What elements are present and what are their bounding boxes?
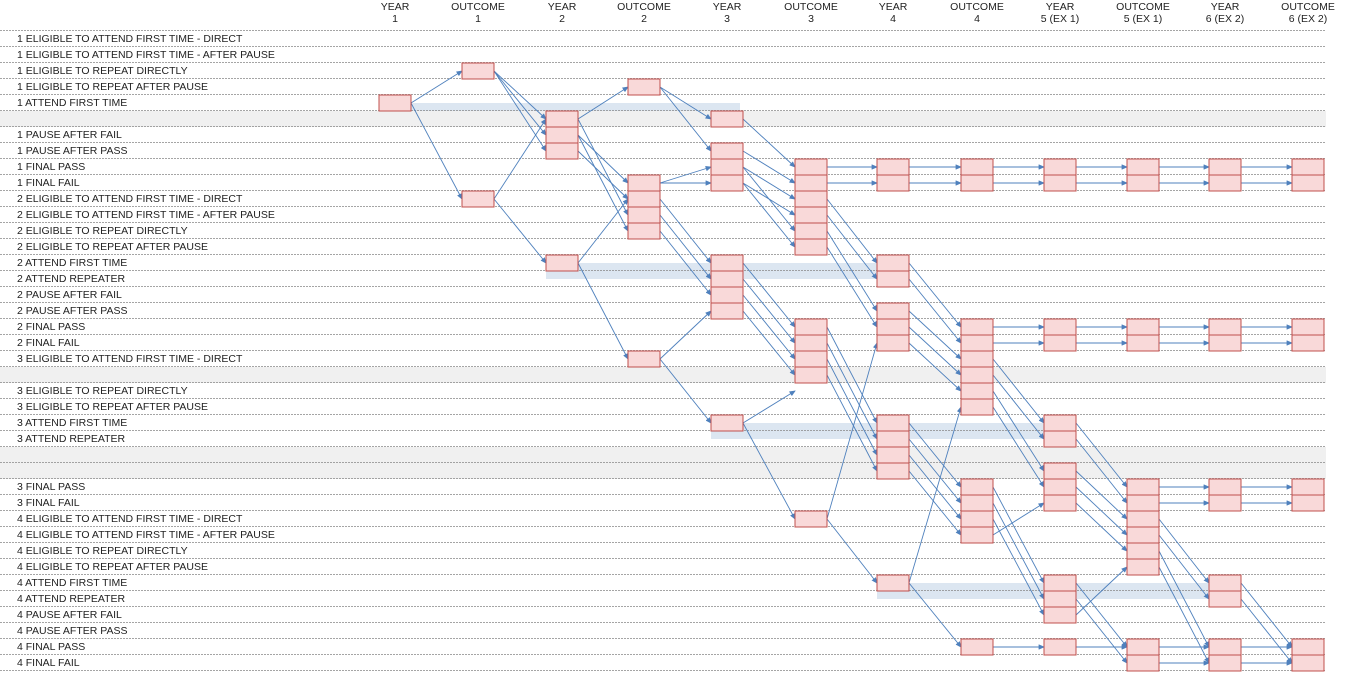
flow-state-box bbox=[628, 207, 660, 223]
flow-arrow bbox=[578, 135, 628, 231]
flow-arrow bbox=[1241, 583, 1292, 647]
row-label: 4 ELIGIBLE TO ATTEND FIRST TIME - DIRECT bbox=[17, 513, 243, 525]
row-label: 3 FINAL FAIL bbox=[17, 497, 80, 509]
row-label: 1 ELIGIBLE TO REPEAT AFTER PAUSE bbox=[17, 81, 209, 93]
flow-state-box bbox=[961, 383, 993, 399]
flow-state-box bbox=[877, 431, 909, 447]
flow-state-box bbox=[1127, 527, 1159, 543]
flow-state-box bbox=[877, 303, 909, 319]
flow-arrow bbox=[494, 199, 546, 263]
flow-state-box bbox=[1127, 479, 1159, 495]
flow-state-box bbox=[961, 367, 993, 383]
flow-state-box bbox=[795, 319, 827, 335]
flow-arrow bbox=[660, 199, 711, 263]
column-header-index: 4 bbox=[974, 13, 980, 25]
flow-state-box bbox=[795, 335, 827, 351]
row-label: 3 ELIGIBLE TO ATTEND FIRST TIME - DIRECT bbox=[17, 353, 243, 365]
flow-state-box bbox=[1044, 335, 1076, 351]
flow-state-box bbox=[1292, 479, 1324, 495]
flow-state-box bbox=[1044, 607, 1076, 623]
column-header-title: OUTCOME bbox=[617, 1, 671, 13]
flow-state-box bbox=[961, 351, 993, 367]
column-header-title: OUTCOME bbox=[1116, 1, 1170, 13]
flow-arrow bbox=[578, 199, 628, 263]
row-shade bbox=[0, 463, 1326, 479]
flow-state-box bbox=[1127, 655, 1159, 671]
flow-state-box bbox=[877, 319, 909, 335]
flow-state-box bbox=[961, 159, 993, 175]
flow-arrow bbox=[743, 391, 795, 423]
row-label: 2 ELIGIBLE TO REPEAT DIRECTLY bbox=[17, 225, 188, 237]
row-label: 2 PAUSE AFTER PASS bbox=[17, 305, 128, 317]
flow-state-box bbox=[1209, 655, 1241, 671]
row-label: 2 PAUSE AFTER FAIL bbox=[17, 289, 122, 301]
flow-state-box bbox=[795, 351, 827, 367]
column-header-index: 6 (EX 2) bbox=[1205, 13, 1245, 25]
flow-state-box bbox=[1044, 639, 1076, 655]
flow-state-box bbox=[961, 175, 993, 191]
flow-state-box bbox=[1044, 479, 1076, 495]
flow-state-box bbox=[1044, 495, 1076, 511]
flow-arrow bbox=[743, 167, 795, 199]
row-label: 1 ELIGIBLE TO ATTEND FIRST TIME - AFTER PAUSE bbox=[17, 49, 275, 61]
flow-state-box bbox=[711, 143, 743, 159]
flow-arrow bbox=[1241, 599, 1292, 663]
flow-state-box bbox=[628, 223, 660, 239]
flow-state-box bbox=[1044, 159, 1076, 175]
flow-state-box bbox=[462, 191, 494, 207]
row-label: 1 ELIGIBLE TO REPEAT DIRECTLY bbox=[17, 65, 188, 77]
flow-state-box bbox=[877, 271, 909, 287]
flow-state-box bbox=[1209, 335, 1241, 351]
flow-arrow bbox=[1159, 567, 1209, 663]
flow-arrow bbox=[909, 263, 961, 327]
flow-state-box bbox=[1209, 159, 1241, 175]
flow-state-box bbox=[1292, 655, 1324, 671]
row-label: 3 FINAL PASS bbox=[17, 481, 86, 493]
flow-state-box bbox=[628, 351, 660, 367]
flow-state-box bbox=[1127, 159, 1159, 175]
row-label: 2 ATTEND FIRST TIME bbox=[17, 257, 128, 269]
column-header-title: YEAR bbox=[380, 1, 410, 13]
flow-state-box bbox=[711, 415, 743, 431]
row-label: 1 ELIGIBLE TO ATTEND FIRST TIME - DIRECT bbox=[17, 33, 243, 45]
flow-state-box bbox=[795, 159, 827, 175]
flow-state-box bbox=[1044, 463, 1076, 479]
flow-state-box bbox=[795, 367, 827, 383]
flow-state-box bbox=[877, 175, 909, 191]
flow-state-box bbox=[961, 639, 993, 655]
row-label: 2 FINAL PASS bbox=[17, 321, 86, 333]
flow-state-box bbox=[1209, 319, 1241, 335]
row-label: 3 ATTEND REPEATER bbox=[17, 433, 126, 445]
flow-state-box bbox=[795, 239, 827, 255]
row-label: 4 FINAL FAIL bbox=[17, 657, 80, 669]
column-header-title: OUTCOME bbox=[451, 1, 505, 13]
flow-arrow bbox=[743, 151, 795, 183]
column-header-title: YEAR bbox=[1210, 1, 1240, 13]
column-header-title: YEAR bbox=[712, 1, 742, 13]
flow-state-box bbox=[628, 79, 660, 95]
row-label: 3 ATTEND FIRST TIME bbox=[17, 417, 128, 429]
flow-state-box bbox=[628, 191, 660, 207]
flow-state-box bbox=[877, 447, 909, 463]
flow-state-box bbox=[1044, 575, 1076, 591]
flow-state-box bbox=[1292, 175, 1324, 191]
column-header-index: 3 bbox=[724, 13, 730, 25]
row-shade bbox=[0, 367, 1326, 383]
flow-arrow bbox=[993, 503, 1044, 535]
flow-state-box bbox=[1044, 591, 1076, 607]
flow-state-box bbox=[1292, 319, 1324, 335]
flow-arrow bbox=[743, 311, 795, 375]
flow-state-box bbox=[1127, 511, 1159, 527]
flow-state-box bbox=[961, 319, 993, 335]
row-label: 2 ELIGIBLE TO ATTEND FIRST TIME - DIRECT bbox=[17, 193, 243, 205]
flow-state-box bbox=[1044, 319, 1076, 335]
flow-state-box bbox=[711, 255, 743, 271]
flow-state-box bbox=[1209, 575, 1241, 591]
flow-state-box bbox=[1044, 431, 1076, 447]
flow-state-box bbox=[1044, 415, 1076, 431]
column-header-index: 3 bbox=[808, 13, 814, 25]
flow-state-box bbox=[877, 255, 909, 271]
flow-state-box bbox=[1127, 335, 1159, 351]
flow-arrow bbox=[743, 279, 795, 343]
row-label: 4 ATTEND FIRST TIME bbox=[17, 577, 128, 589]
flow-state-box bbox=[961, 495, 993, 511]
flow-state-box bbox=[711, 287, 743, 303]
flow-state-box bbox=[628, 175, 660, 191]
flow-state-box bbox=[961, 479, 993, 495]
flow-arrow bbox=[494, 119, 546, 199]
column-header-title: YEAR bbox=[1045, 1, 1075, 13]
flow-state-box bbox=[877, 415, 909, 431]
row-label: 1 FINAL PASS bbox=[17, 161, 86, 173]
flow-state-box bbox=[711, 111, 743, 127]
flow-state-box bbox=[877, 575, 909, 591]
flow-state-box bbox=[711, 159, 743, 175]
flow-arrow bbox=[743, 167, 795, 231]
row-label: 2 ELIGIBLE TO REPEAT AFTER PAUSE bbox=[17, 241, 209, 253]
column-header-title: OUTCOME bbox=[950, 1, 1004, 13]
row-label: 3 ELIGIBLE TO REPEAT DIRECTLY bbox=[17, 385, 188, 397]
flow-state-box bbox=[1209, 495, 1241, 511]
column-header-index: 5 (EX 1) bbox=[1123, 13, 1163, 25]
flow-arrow bbox=[411, 71, 462, 103]
flow-arrow bbox=[827, 519, 877, 583]
row-label: 4 ELIGIBLE TO ATTEND FIRST TIME - AFTER PAUSE bbox=[17, 529, 275, 541]
row-label: 4 ATTEND REPEATER bbox=[17, 593, 126, 605]
flow-arrow bbox=[743, 183, 795, 247]
column-header-index: 5 (EX 1) bbox=[1040, 13, 1080, 25]
row-label: 4 PAUSE AFTER FAIL bbox=[17, 609, 122, 621]
flow-arrow bbox=[827, 199, 877, 263]
column-header-index: 1 bbox=[475, 13, 481, 25]
column-header-index: 2 bbox=[559, 13, 565, 25]
flow-state-box bbox=[795, 511, 827, 527]
column-header-title: YEAR bbox=[878, 1, 908, 13]
flow-arrow bbox=[909, 279, 961, 343]
flow-state-box bbox=[379, 95, 411, 111]
flow-state-box bbox=[711, 175, 743, 191]
row-label: 1 PAUSE AFTER PASS bbox=[17, 145, 128, 157]
flow-arrow bbox=[1076, 599, 1127, 663]
row-label: 2 ELIGIBLE TO ATTEND FIRST TIME - AFTER PAUSE bbox=[17, 209, 275, 221]
flow-state-box bbox=[546, 127, 578, 143]
row-shade bbox=[0, 111, 1326, 127]
flow-state-box bbox=[961, 335, 993, 351]
flow-state-box bbox=[462, 63, 494, 79]
flow-state-box bbox=[795, 191, 827, 207]
flow-arrow bbox=[743, 295, 795, 359]
column-header-index: 2 bbox=[641, 13, 647, 25]
flow-arrow bbox=[909, 471, 961, 535]
column-header-title: YEAR bbox=[547, 1, 577, 13]
flow-state-box bbox=[961, 399, 993, 415]
row-label: 1 ATTEND FIRST TIME bbox=[17, 97, 128, 109]
row-label: 1 FINAL FAIL bbox=[17, 177, 80, 189]
flow-arrow bbox=[827, 247, 877, 327]
column-header-title: OUTCOME bbox=[1281, 1, 1335, 13]
flow-state-box bbox=[711, 303, 743, 319]
flow-state-box bbox=[1292, 495, 1324, 511]
row-shade bbox=[0, 447, 1326, 463]
flow-state-box bbox=[1127, 495, 1159, 511]
row-label: 2 ATTEND REPEATER bbox=[17, 273, 126, 285]
flow-arrow bbox=[993, 487, 1044, 583]
flow-state-box bbox=[877, 159, 909, 175]
flow-state-box bbox=[877, 463, 909, 479]
flow-state-box bbox=[795, 175, 827, 191]
flow-state-box bbox=[1292, 335, 1324, 351]
flow-state-box bbox=[1209, 479, 1241, 495]
flow-state-box bbox=[1127, 639, 1159, 655]
column-header-index: 6 (EX 2) bbox=[1288, 13, 1328, 25]
row-label: 2 FINAL FAIL bbox=[17, 337, 80, 349]
flow-state-box bbox=[877, 335, 909, 351]
flow-state-box bbox=[711, 271, 743, 287]
flow-state-box bbox=[1127, 559, 1159, 575]
flow-state-box bbox=[1209, 591, 1241, 607]
flow-state-box bbox=[1209, 639, 1241, 655]
flow-state-box bbox=[1292, 639, 1324, 655]
flow-state-box bbox=[961, 527, 993, 543]
flow-state-box bbox=[546, 143, 578, 159]
flow-state-box bbox=[1127, 175, 1159, 191]
flow-state-box bbox=[961, 511, 993, 527]
flow-state-box bbox=[1292, 159, 1324, 175]
flow-state-box bbox=[546, 111, 578, 127]
flow-state-box bbox=[1127, 543, 1159, 559]
column-header-index: 1 bbox=[392, 13, 398, 25]
flow-state-box bbox=[1044, 175, 1076, 191]
row-label: 4 PAUSE AFTER PASS bbox=[17, 625, 128, 637]
flow-state-box bbox=[1127, 319, 1159, 335]
flow-state-box bbox=[795, 223, 827, 239]
flow-state-box bbox=[546, 255, 578, 271]
row-label: 4 ELIGIBLE TO REPEAT AFTER PAUSE bbox=[17, 561, 209, 573]
column-header-title: OUTCOME bbox=[784, 1, 838, 13]
row-label: 4 ELIGIBLE TO REPEAT DIRECTLY bbox=[17, 545, 188, 557]
flow-arrow bbox=[578, 119, 628, 215]
flow-arrow bbox=[993, 519, 1044, 615]
row-label: 3 ELIGIBLE TO REPEAT AFTER PAUSE bbox=[17, 401, 209, 413]
column-header-index: 4 bbox=[890, 13, 896, 25]
flow-arrow bbox=[660, 167, 711, 183]
flow-state-box bbox=[1209, 175, 1241, 191]
flow-arrow bbox=[1159, 519, 1209, 583]
row-label: 1 PAUSE AFTER FAIL bbox=[17, 129, 122, 141]
row-label: 4 FINAL PASS bbox=[17, 641, 86, 653]
flow-state-box bbox=[795, 207, 827, 223]
